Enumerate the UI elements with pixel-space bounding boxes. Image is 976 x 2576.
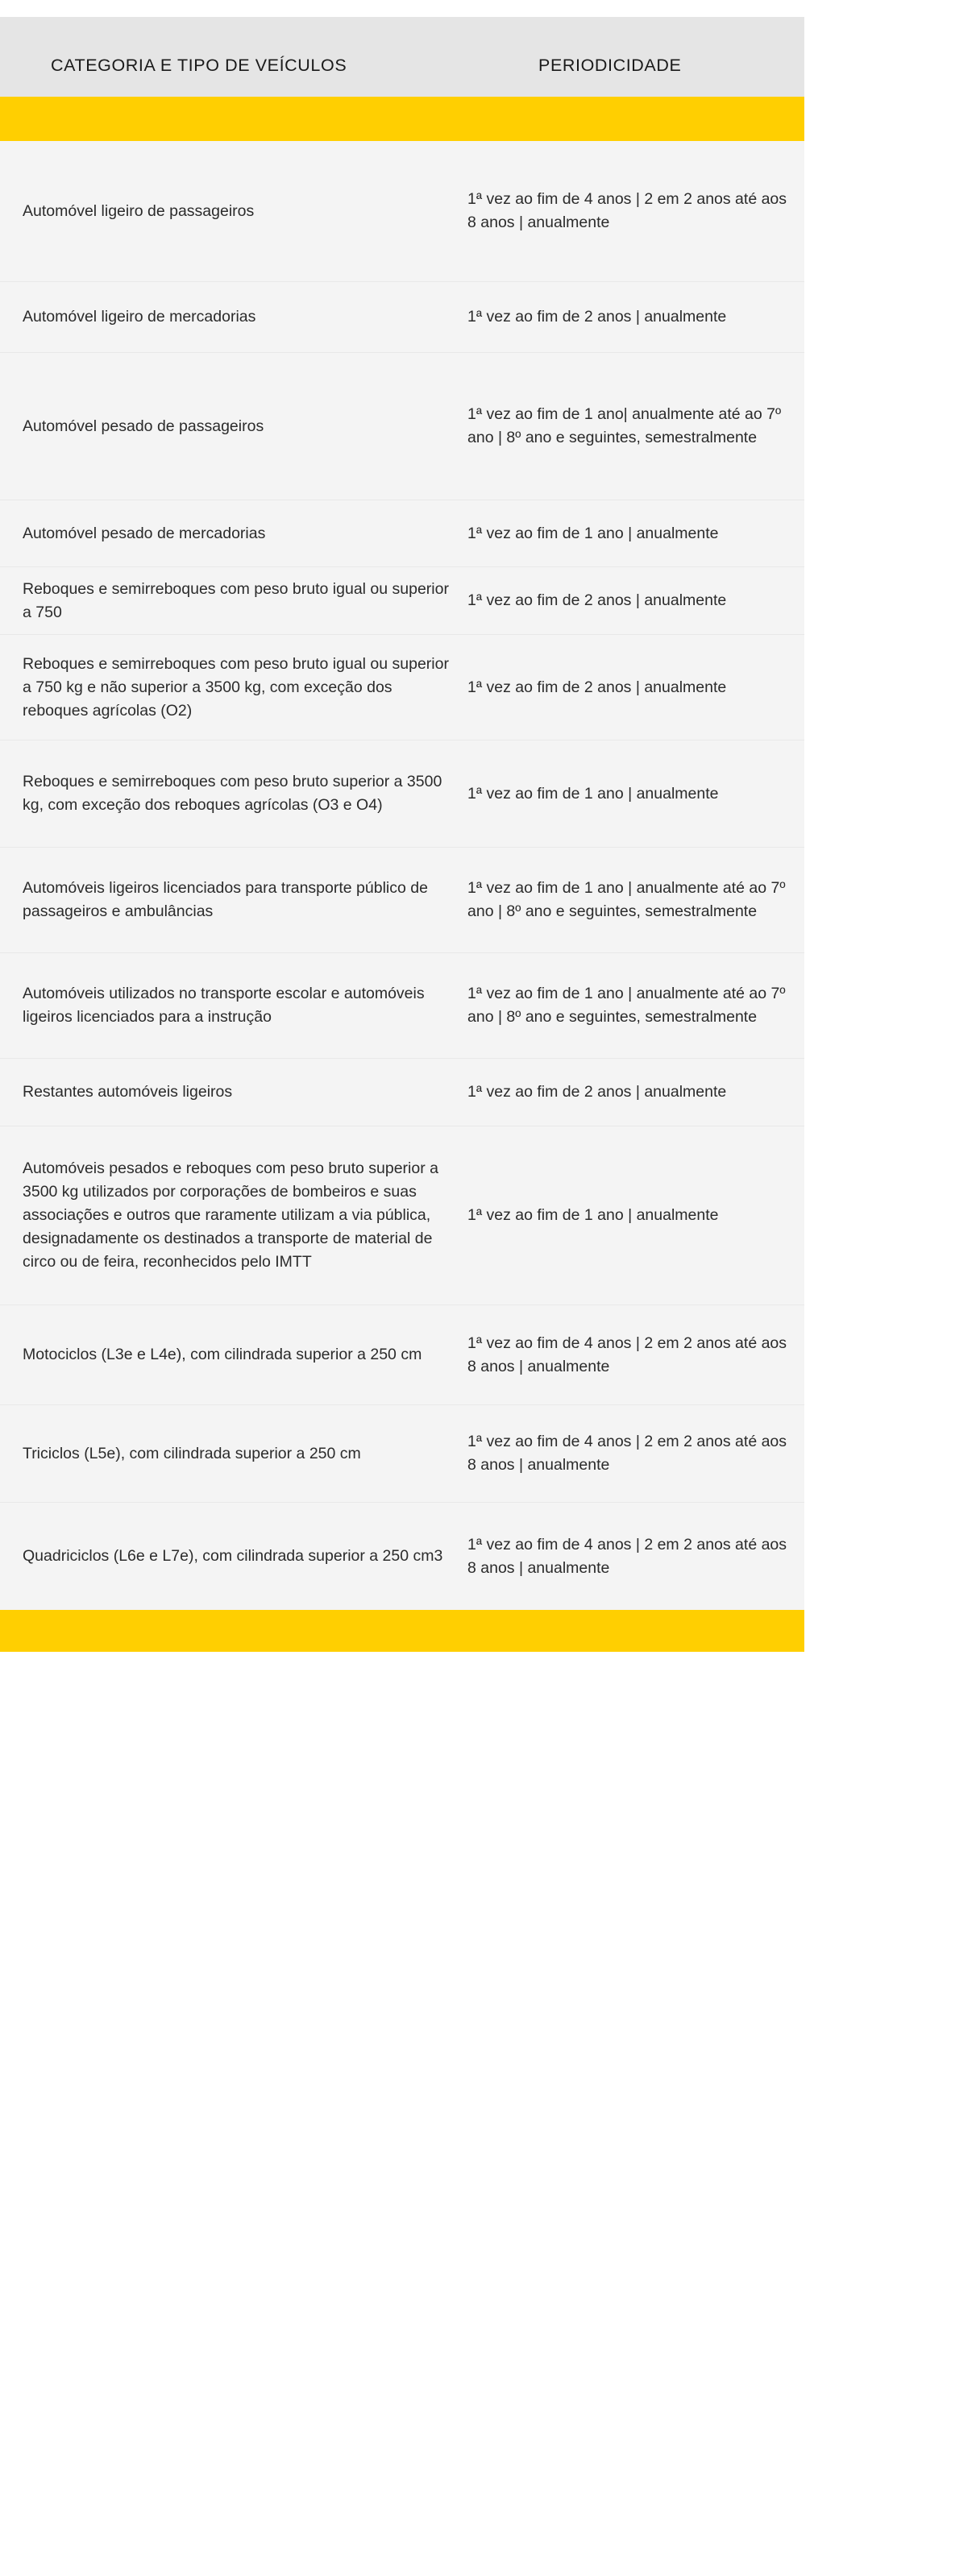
cell-categoria: Quadriciclos (L6e e L7e), com cilindrada superior a 250 cm3 bbox=[23, 1547, 443, 1565]
table-row bbox=[0, 353, 804, 500]
cell-periodicidade: 1ª vez ao fim de 4 anos | 2 em 2 anos até aos 8 anos | anualmente bbox=[467, 1535, 787, 1577]
cell-periodicidade: 1ª vez ao fim de 4 anos | 2 em 2 anos até aos 8 anos | anualmente bbox=[467, 1334, 787, 1375]
accent-bar-bottom bbox=[0, 1610, 804, 1652]
table-row bbox=[0, 1405, 804, 1503]
cell-categoria: Automóveis ligeiros licenciados para transporte público de passageiros e ambulâncias bbox=[23, 879, 428, 920]
table-row bbox=[0, 740, 804, 848]
cell-periodicidade: 1ª vez ao fim de 1 ano | anualmente bbox=[467, 524, 719, 542]
cell-categoria: Automóvel pesado de passageiros bbox=[23, 417, 264, 435]
cell-categoria: Motociclos (L3e e L4e), com cilindrada superior a 250 cm bbox=[23, 1346, 422, 1363]
cell-categoria: Automóveis utilizados no transporte escolar e automóveis ligeiros licenciados para a instrução bbox=[23, 985, 425, 1026]
table-header-row bbox=[0, 17, 804, 97]
cell-categoria: Restantes automóveis ligeiros bbox=[23, 1083, 233, 1101]
table-row bbox=[0, 1059, 804, 1126]
table-row bbox=[0, 141, 804, 282]
cell-periodicidade: 1ª vez ao fim de 2 anos | anualmente bbox=[467, 1083, 727, 1101]
table-row bbox=[0, 1503, 804, 1610]
cell-categoria: Reboques e semirreboques com peso bruto igual ou superior a 750 bbox=[23, 579, 449, 621]
inspection-periodicity-table bbox=[0, 17, 804, 1652]
cell-periodicidade: 1ª vez ao fim de 1 ano | anualmente até ao 7º ano | 8º ano e seguintes, semestralmente bbox=[467, 985, 786, 1026]
cell-periodicidade: 1ª vez ao fim de 1 ano| anualmente até ao 7º ano | 8º ano e seguintes, semestralmente bbox=[467, 405, 782, 446]
table-row bbox=[0, 500, 804, 567]
cell-periodicidade: 1ª vez ao fim de 2 anos | anualmente bbox=[467, 591, 727, 609]
table-row bbox=[0, 1126, 804, 1305]
table-body bbox=[0, 141, 804, 1610]
cell-periodicidade: 1ª vez ao fim de 2 anos | anualmente bbox=[467, 308, 727, 326]
cell-categoria: Automóveis pesados e reboques com peso bruto superior a 3500 kg utilizados por corporações de bombeiros e suas associações e outros que raramente utilizam a via pública, designadamente os destinados a transporte de material de circo ou de feira, reconhecidos pelo IMTT bbox=[23, 1159, 438, 1271]
table-row bbox=[0, 635, 804, 740]
table-row bbox=[0, 567, 804, 635]
column-header-periodicidade: PERIODICIDADE bbox=[538, 56, 682, 75]
table-row bbox=[0, 953, 804, 1059]
cell-periodicidade: 1ª vez ao fim de 2 anos | anualmente bbox=[467, 678, 727, 696]
accent-bar-top bbox=[0, 97, 804, 141]
cell-categoria: Automóvel pesado de mercadorias bbox=[23, 524, 266, 542]
table-row bbox=[0, 282, 804, 353]
cell-categoria: Reboques e semirreboques com peso bruto superior a 3500 kg, com exceção dos reboques agrícolas (O3 e O4) bbox=[23, 773, 442, 814]
table-row bbox=[0, 848, 804, 953]
cell-categoria: Automóvel ligeiro de mercadorias bbox=[23, 308, 256, 326]
column-header-categoria: CATEGORIA E TIPO DE VEÍCULOS bbox=[51, 56, 347, 75]
cell-periodicidade: 1ª vez ao fim de 1 ano | anualmente bbox=[467, 784, 719, 803]
cell-categoria: Reboques e semirreboques com peso bruto igual ou superior a 750 kg e não superior a 3500 kg, com exceção dos reboques agrícolas (O2) bbox=[23, 654, 449, 720]
cell-categoria: Automóvel ligeiro de passageiros bbox=[23, 201, 255, 220]
cell-periodicidade: 1ª vez ao fim de 4 anos | 2 em 2 anos até aos 8 anos | anualmente bbox=[467, 1433, 787, 1474]
cell-categoria: Triciclos (L5e), com cilindrada superior a 250 cm bbox=[23, 1444, 361, 1462]
cell-periodicidade: 1ª vez ao fim de 4 anos | 2 em 2 anos até aos 8 anos | anualmente bbox=[467, 190, 787, 231]
cell-periodicidade: 1ª vez ao fim de 1 ano | anualmente até ao 7º ano | 8º ano e seguintes, semestralmente bbox=[467, 879, 786, 920]
table-row bbox=[0, 1305, 804, 1405]
cell-periodicidade: 1ª vez ao fim de 1 ano | anualmente bbox=[467, 1206, 719, 1224]
